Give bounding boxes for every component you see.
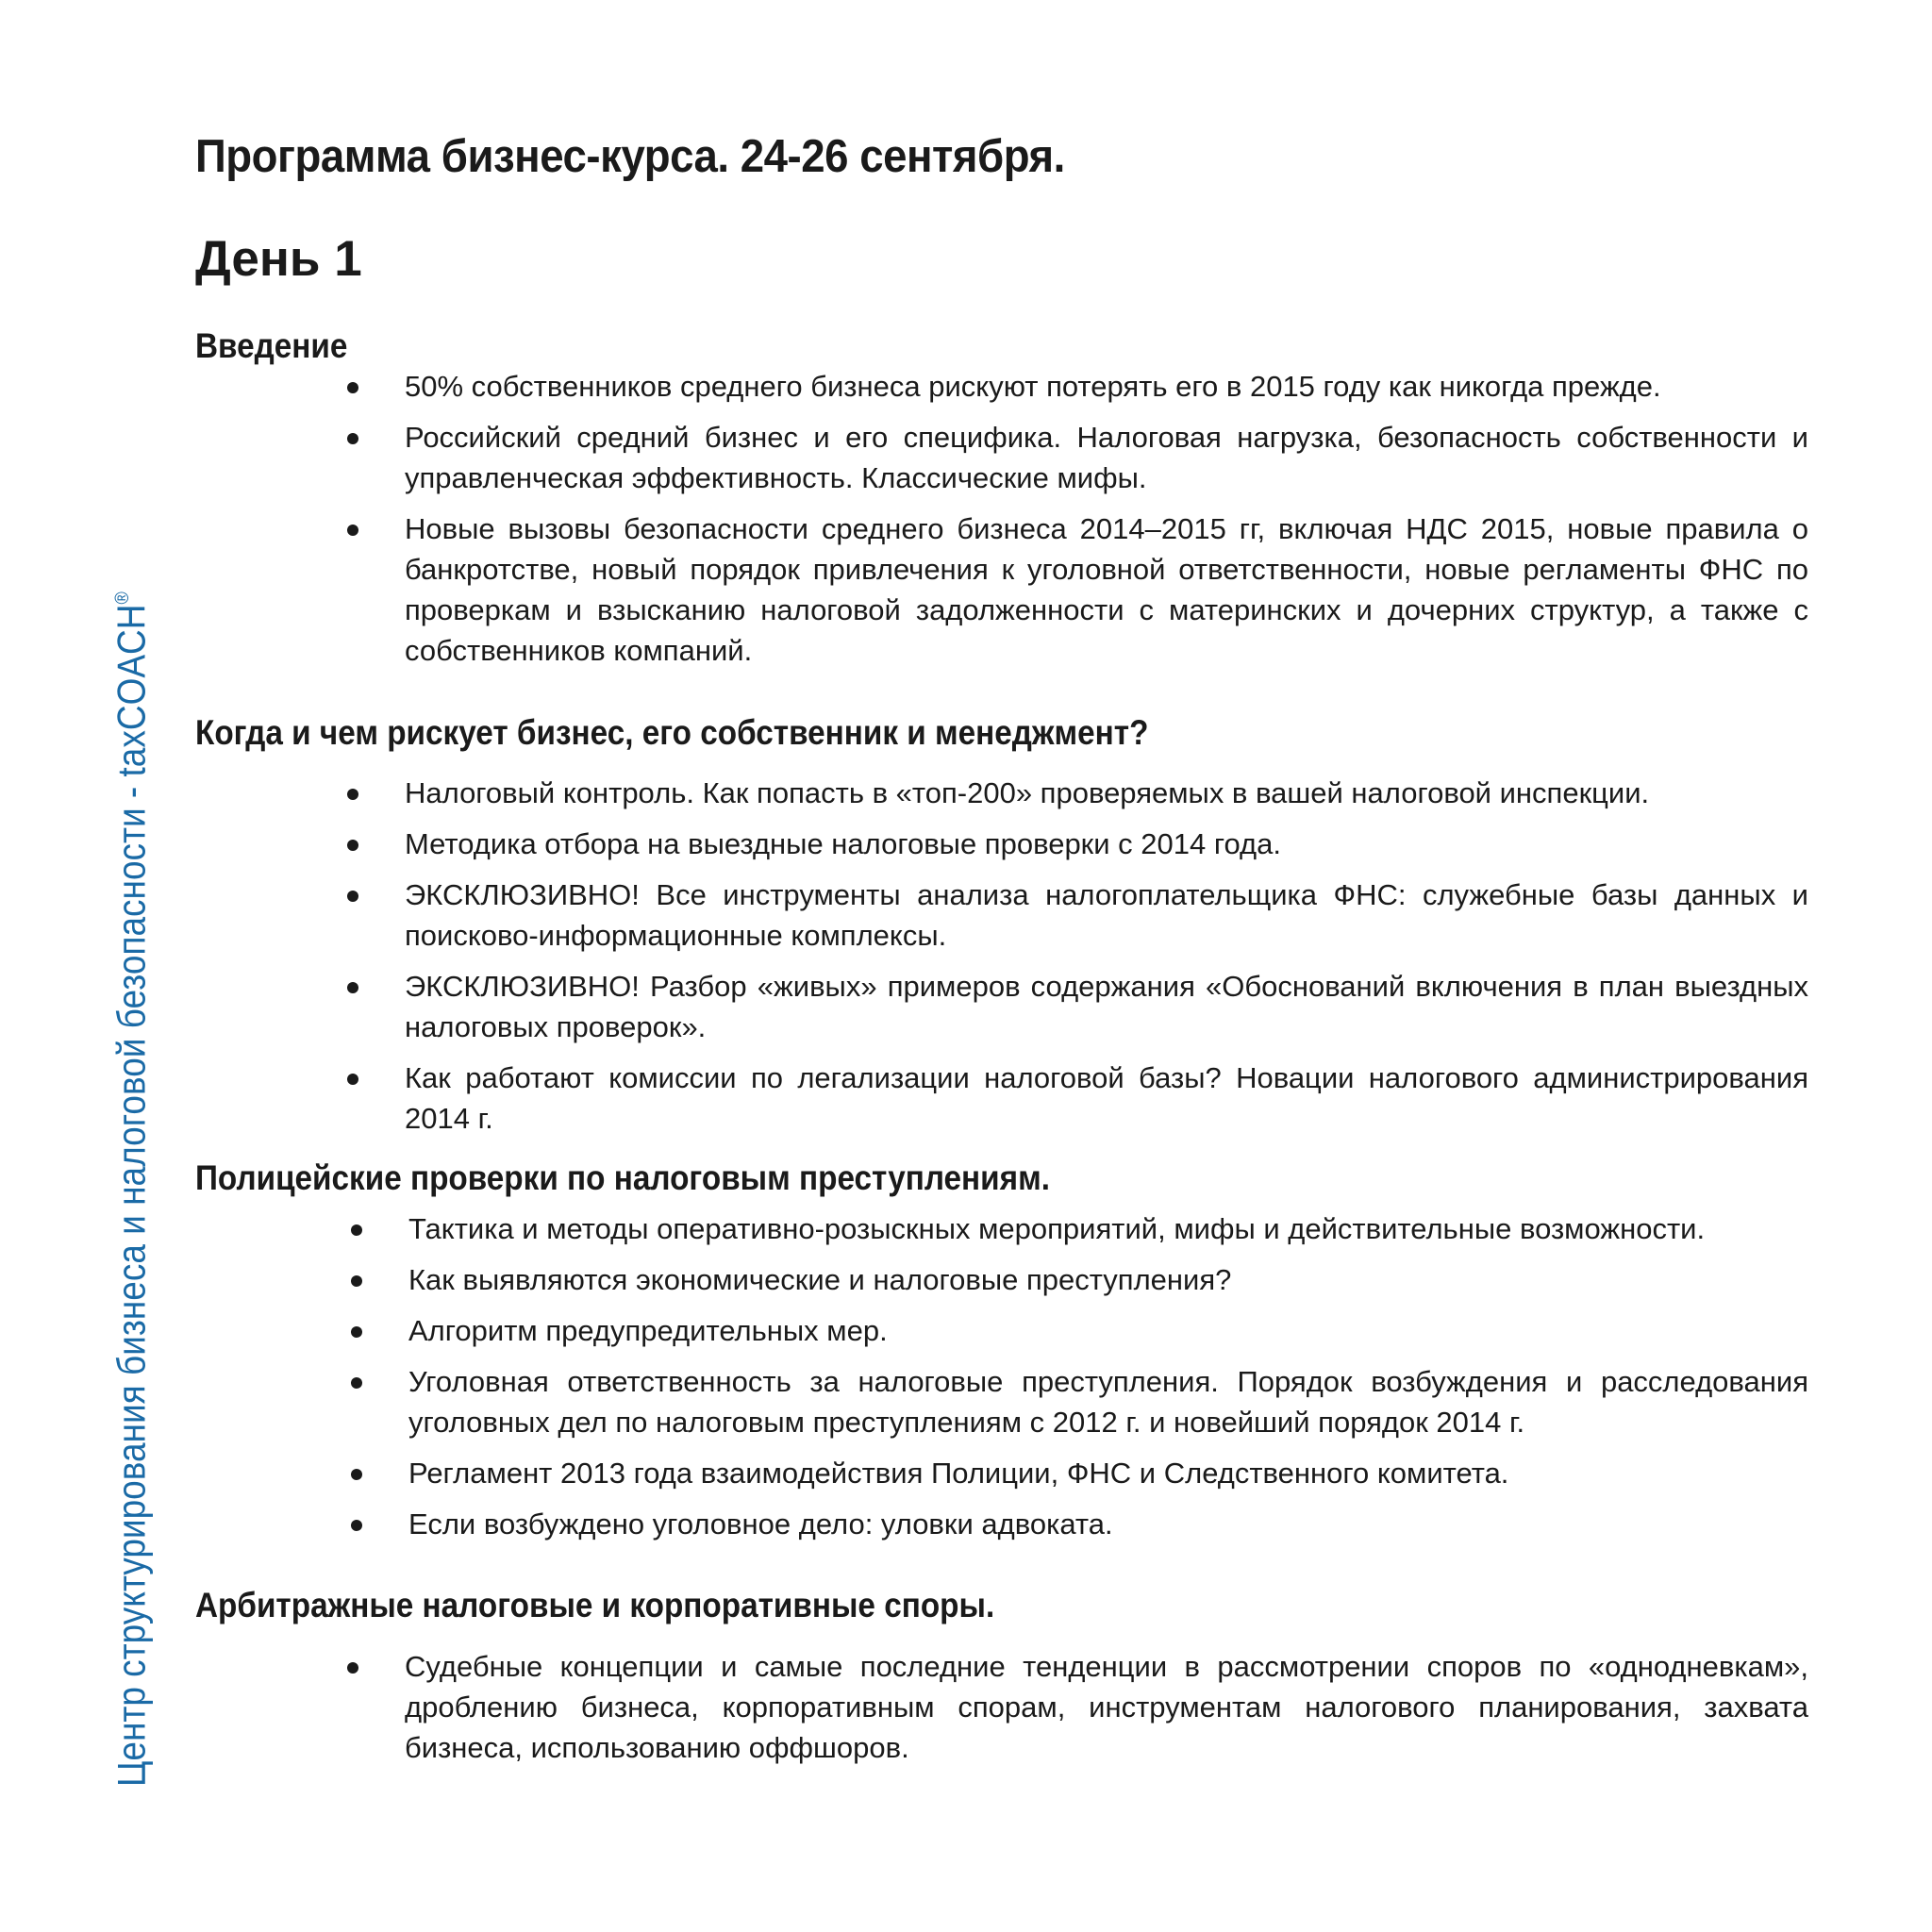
page-title: Программа бизнес-курса. 24-26 сентября. (195, 131, 1065, 182)
section-list-arbitration (195, 1646, 1818, 1778)
list-item (195, 1208, 1818, 1249)
section-list-introduction (195, 366, 1818, 681)
bullet-icon (351, 1469, 362, 1480)
list-item-text: Российский средний бизнес и его специфика. Налоговая нагрузка, безопасность собственности и управленческая эффективность. Классические мифы. (405, 421, 1808, 494)
list-item-text: Новые вызовы безопасности среднего бизнеса 2014–2015 гг, включая НДС 2015, новые правила о банкротстве, новый порядок привлечения к уголовной ответственности, новые регламенты ФНС по проверкам и взысканию налоговой задолженности с материнских и дочерних структур, а также с собственников компаний. (405, 512, 1808, 667)
bullet-icon (347, 982, 358, 993)
section-heading-arbitration: Арбитражные налоговые и корпоративные споры. (195, 1586, 995, 1624)
list-item (195, 824, 1818, 864)
bullet-icon (347, 1074, 358, 1085)
list-item (195, 1058, 1818, 1139)
bullet-icon (351, 1275, 362, 1287)
bullet-icon (351, 1326, 362, 1338)
list-item (195, 1310, 1818, 1351)
list-item (195, 417, 1818, 498)
list-item-text: Уголовная ответственность за налоговые преступления. Порядок возбуждения и расследования уголовных дел по налоговым преступлениям с 2012 г. и новейший порядок 2014 г. (408, 1365, 1808, 1439)
list-item (195, 1361, 1818, 1442)
bullet-icon (347, 789, 358, 800)
list-item-text: Регламент 2013 года взаимодействия Полиции, ФНС и Следственного комитета. (408, 1457, 1509, 1490)
side-caption-text: Центр структурирования бизнеса и налоговой безопасности - taxCOACH (109, 604, 154, 1787)
list-item (195, 1646, 1818, 1768)
bullet-icon (351, 1520, 362, 1531)
bullet-icon (347, 840, 358, 851)
bullet-icon (347, 891, 358, 902)
list-item (195, 1504, 1818, 1544)
list-item-text: Алгоритм предупредительных мер. (408, 1314, 888, 1347)
bullet-icon (347, 1662, 358, 1674)
section-heading-risks: Когда и чем рискует бизнес, его собственник и менеджмент? (195, 713, 1149, 752)
list-item-text: Методика отбора на выездные налоговые проверки с 2014 года. (405, 827, 1281, 860)
list-item (195, 966, 1818, 1047)
bullet-icon (351, 1377, 362, 1389)
list-item (195, 366, 1818, 407)
list-item-text: Как выявляются экономические и налоговые преступления? (408, 1263, 1232, 1296)
section-heading-introduction: Введение (195, 326, 348, 365)
list-item-text: Судебные концепции и самые последние тенденции в рассмотрении споров по «однодневкам», дроблению бизнеса, корпоративным спорам, инструментам налогового планирования, захвата бизнеса, использованию оффшоров. (405, 1650, 1808, 1764)
section-list-police-checks (195, 1208, 1818, 1555)
list-item-text: Как работают комиссии по легализации налоговой базы? Новации налогового администрирования 2014 г. (405, 1061, 1808, 1135)
list-item (195, 1259, 1818, 1300)
list-item-text: Тактика и методы оперативно-розыскных мероприятий, мифы и действительные возможности. (408, 1212, 1706, 1245)
registered-mark: ® (110, 591, 133, 605)
list-item (195, 1453, 1818, 1493)
side-caption (109, 591, 154, 1787)
list-item-text: ЭКСКЛЮЗИВНО! Все инструменты анализа налогоплательщика ФНС: служебные базы данных и поисково-информационные комплексы. (405, 878, 1808, 952)
bullet-icon (347, 433, 358, 444)
list-item-text: 50% собственников среднего бизнеса рискуют потерять его в 2015 году как никогда прежде. (405, 370, 1661, 403)
list-item (195, 773, 1818, 813)
day-heading: День 1 (195, 231, 362, 287)
list-item (195, 874, 1818, 956)
list-item-text: Если возбуждено уголовное дело: уловки адвоката. (408, 1507, 1113, 1541)
bullet-icon (351, 1224, 362, 1236)
bullet-icon (347, 525, 358, 536)
section-list-risks (195, 773, 1818, 1149)
list-item-text: ЭКСКЛЮЗИВНО! Разбор «живых» примеров содержания «Обоснований включения в план выездных налоговых проверок». (405, 970, 1808, 1043)
section-heading-police-checks: Полицейские проверки по налоговым преступлениям. (195, 1158, 1050, 1197)
bullet-icon (347, 382, 358, 393)
list-item (195, 508, 1818, 671)
list-item-text: Налоговый контроль. Как попасть в «топ-200» проверяемых в вашей налоговой инспекции. (405, 776, 1650, 809)
